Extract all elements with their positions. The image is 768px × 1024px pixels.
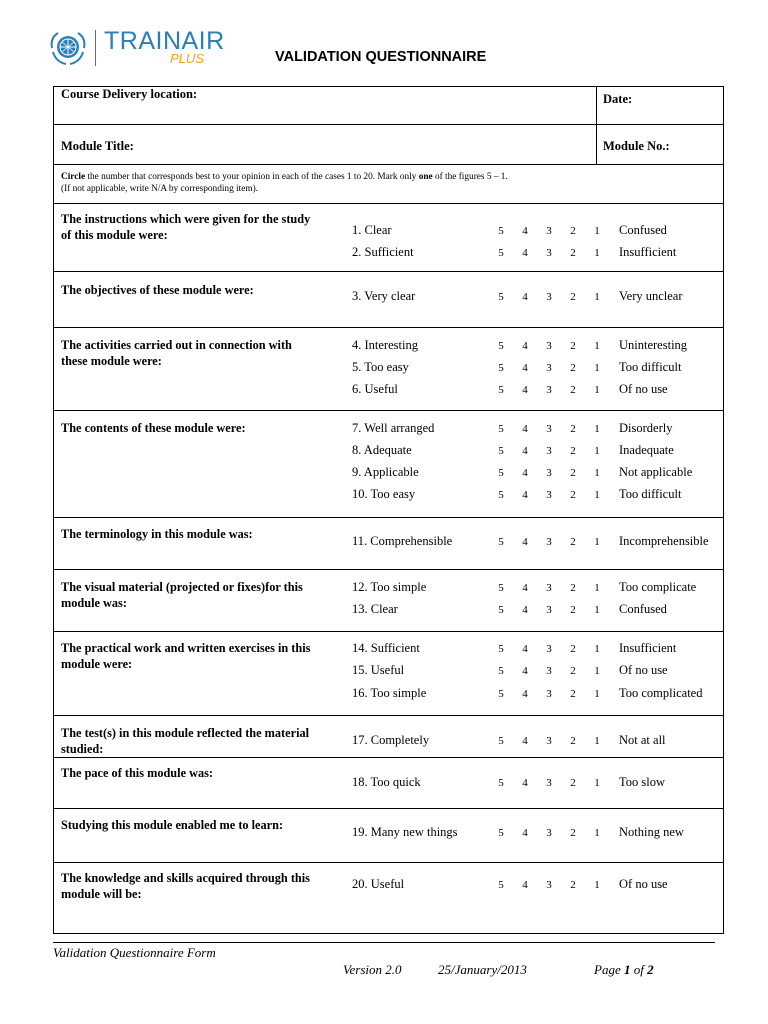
rating-option[interactable]: 2 — [570, 423, 576, 435]
rating-option[interactable]: 1 — [594, 604, 600, 616]
footer-version: Version 2.0 — [343, 962, 402, 977]
item-label: 17. Completely — [352, 733, 430, 747]
rating-option[interactable]: 5 — [498, 291, 504, 303]
rating-scale — [496, 383, 602, 397]
rating-option[interactable]: 2 — [570, 777, 576, 789]
rating-option[interactable]: 5 — [498, 445, 504, 457]
item-label: 18. Too quick — [352, 775, 421, 789]
module-number-label: Module No.: — [603, 139, 670, 153]
question-divider — [53, 631, 724, 632]
item-label: 6. Useful — [352, 382, 398, 396]
rating-option[interactable]: 3 — [546, 665, 552, 677]
row-divider — [53, 124, 724, 125]
rating-option[interactable]: 1 — [594, 489, 600, 501]
rating-option[interactable]: 1 — [594, 777, 600, 789]
question-divider — [53, 410, 724, 411]
item-antonym: Incomprehensible — [619, 534, 709, 548]
rating-scale — [496, 422, 602, 436]
rating-option[interactable]: 1 — [594, 643, 600, 655]
item-label: 5. Too easy — [352, 360, 409, 374]
rating-option[interactable]: 1 — [594, 735, 600, 747]
rating-option[interactable]: 3 — [546, 777, 552, 789]
rating-scale — [496, 290, 602, 304]
rating-option[interactable]: 3 — [546, 225, 552, 237]
icao-emblem-icon — [48, 28, 88, 68]
rating-option[interactable]: 3 — [546, 247, 552, 259]
question-text: The objectives of these module were: — [61, 283, 254, 297]
instructions-circle: Circle — [61, 172, 86, 182]
question-text: The instructions which were given for the study of this module were: — [61, 212, 311, 242]
item-antonym: Not at all — [619, 733, 666, 747]
item-label: 19. Many new things — [352, 825, 458, 839]
rating-option[interactable]: 2 — [570, 604, 576, 616]
rating-scale — [496, 535, 602, 549]
rating-option[interactable]: 3 — [546, 879, 552, 891]
rating-option[interactable]: 5 — [498, 247, 504, 259]
rating-option[interactable]: 4 — [522, 643, 528, 655]
item-antonym: Too slow — [619, 775, 666, 789]
rating-option[interactable]: 1 — [594, 247, 600, 259]
rating-option[interactable]: 1 — [594, 688, 600, 700]
rating-option[interactable]: 3 — [546, 582, 552, 594]
rating-option[interactable]: 5 — [498, 879, 504, 891]
rating-option[interactable]: 4 — [522, 665, 528, 677]
rating-option[interactable]: 4 — [522, 225, 528, 237]
question-text: The knowledge and skills acquired through this module will be: — [61, 871, 310, 901]
question-text: The pace of this module was: — [61, 766, 214, 780]
item-antonym: Too complicated — [619, 686, 703, 700]
rating-option[interactable]: 1 — [594, 467, 600, 479]
rating-scale — [496, 664, 602, 678]
rating-option[interactable]: 5 — [498, 827, 504, 839]
item-antonym: Of no use — [619, 663, 668, 677]
rating-option[interactable]: 4 — [522, 536, 528, 548]
row-divider — [53, 164, 724, 165]
instructions-line2: (If not applicable, write N/A by corresponding item). — [61, 184, 258, 194]
footer-date: 25/January/2013 — [438, 962, 527, 977]
rating-scale — [496, 826, 602, 840]
rating-option[interactable]: 2 — [570, 291, 576, 303]
brand-separator — [95, 30, 96, 66]
question-divider — [53, 271, 724, 272]
item-label: 1. Clear — [352, 223, 392, 237]
rating-option[interactable]: 4 — [522, 423, 528, 435]
rating-option[interactable]: 1 — [594, 536, 600, 548]
item-antonym: Not applicable — [619, 465, 693, 479]
item-label: 20. Useful — [352, 877, 405, 891]
rating-option[interactable]: 1 — [594, 879, 600, 891]
item-antonym: Disorderly — [619, 421, 673, 435]
question-divider — [53, 808, 724, 809]
footer-page-of: of — [630, 962, 648, 977]
rating-option[interactable]: 4 — [522, 340, 528, 352]
rating-option[interactable]: 3 — [546, 489, 552, 501]
rating-option[interactable]: 3 — [546, 604, 552, 616]
rating-option[interactable]: 3 — [546, 340, 552, 352]
rating-scale — [496, 642, 602, 656]
rating-scale — [496, 444, 602, 458]
rating-option[interactable]: 2 — [570, 489, 576, 501]
item-label: 13. Clear — [352, 602, 398, 616]
question-text: Studying this module enabled me to learn: — [61, 818, 284, 832]
rating-option[interactable]: 3 — [546, 384, 552, 396]
rating-option[interactable]: 4 — [522, 777, 528, 789]
rating-scale — [496, 361, 602, 375]
rating-option[interactable]: 1 — [594, 582, 600, 594]
rating-option[interactable]: 2 — [570, 643, 576, 655]
rating-option[interactable]: 5 — [498, 467, 504, 479]
rating-option[interactable]: 5 — [498, 384, 504, 396]
question-divider — [53, 327, 724, 328]
item-antonym: Too complicate — [619, 580, 697, 594]
rating-option[interactable]: 5 — [498, 489, 504, 501]
question-text: The contents of these module were: — [61, 421, 246, 435]
item-antonym: Uninteresting — [619, 338, 688, 352]
rating-option[interactable]: 1 — [594, 291, 600, 303]
rating-option[interactable]: 2 — [570, 879, 576, 891]
rating-option[interactable]: 4 — [522, 582, 528, 594]
instructions-text — [61, 171, 701, 195]
page-title: VALIDATION QUESTIONNAIRE — [275, 49, 487, 65]
instructions-part1: the number that corresponds best to your opinion in each of the cases 1 to 20. Mark only — [85, 172, 419, 182]
footer-page-number: 1 — [623, 962, 631, 977]
rating-option[interactable]: 3 — [546, 445, 552, 457]
rating-option[interactable]: 4 — [522, 362, 528, 374]
rating-option[interactable]: 4 — [522, 879, 528, 891]
item-label: 3. Very clear — [352, 289, 416, 303]
rating-scale — [496, 878, 602, 892]
rating-option[interactable]: 3 — [546, 643, 552, 655]
rating-option[interactable]: 2 — [570, 536, 576, 548]
rating-option[interactable]: 3 — [546, 423, 552, 435]
question-divider — [53, 569, 724, 570]
footer-page-prefix: Page — [594, 962, 624, 977]
rating-option[interactable]: 4 — [522, 735, 528, 747]
item-label: 7. Well arranged — [352, 421, 435, 435]
rating-scale — [496, 581, 602, 595]
rating-option[interactable]: 3 — [546, 735, 552, 747]
question-text: The practical work and written exercises in this module were: — [61, 641, 311, 671]
question-text: The visual material (projected or fixes)for this module was: — [61, 580, 303, 610]
item-label: 4. Interesting — [352, 338, 418, 352]
item-antonym: Insufficient — [619, 641, 677, 655]
question-divider — [53, 862, 724, 863]
instructions-part2: of the figures 5 – 1. — [432, 172, 508, 182]
rating-option[interactable]: 5 — [498, 665, 504, 677]
rating-option[interactable]: 2 — [570, 582, 576, 594]
item-label: 10. Too easy — [352, 487, 416, 501]
item-antonym: Nothing new — [619, 825, 684, 839]
rating-option[interactable]: 2 — [570, 362, 576, 374]
rating-option[interactable]: 2 — [570, 340, 576, 352]
module-title-label: Module Title: — [61, 139, 134, 153]
rating-option[interactable]: 1 — [594, 827, 600, 839]
rating-option[interactable]: 5 — [498, 688, 504, 700]
rating-scale — [496, 488, 602, 502]
rating-option[interactable]: 5 — [498, 643, 504, 655]
rating-option[interactable]: 5 — [498, 536, 504, 548]
rating-option[interactable]: 2 — [570, 467, 576, 479]
item-antonym: Of no use — [619, 877, 668, 891]
footer-page — [594, 962, 654, 978]
rating-scale — [496, 224, 602, 238]
rating-option[interactable]: 3 — [546, 536, 552, 548]
date-label: Date: — [603, 92, 633, 106]
item-label: 15. Useful — [352, 663, 405, 677]
rating-scale — [496, 687, 602, 701]
item-antonym: Very unclear — [619, 289, 683, 303]
footer-page-total: 2 — [647, 962, 654, 977]
rating-scale — [496, 603, 602, 617]
item-label: 12. Too simple — [352, 580, 427, 594]
item-antonym: Confused — [619, 223, 667, 237]
item-antonym: Inadequate — [619, 443, 674, 457]
item-label: 8. Adequate — [352, 443, 412, 457]
item-antonym: Confused — [619, 602, 667, 616]
row-divider — [53, 203, 724, 204]
rating-option[interactable]: 4 — [522, 604, 528, 616]
question-divider — [53, 757, 724, 758]
rating-option[interactable]: 4 — [522, 827, 528, 839]
rating-option[interactable]: 2 — [570, 247, 576, 259]
item-label: 2. Sufficient — [352, 245, 414, 259]
course-location-label: Course Delivery location: — [61, 87, 198, 101]
rating-option[interactable]: 1 — [594, 384, 600, 396]
rating-option[interactable]: 4 — [522, 688, 528, 700]
rating-option[interactable]: 5 — [498, 735, 504, 747]
rating-option[interactable]: 1 — [594, 362, 600, 374]
question-text: The test(s) in this module reflected the material studied: — [61, 726, 310, 756]
item-label: 14. Sufficient — [352, 641, 420, 655]
rating-option[interactable]: 4 — [522, 467, 528, 479]
rating-option[interactable]: 2 — [570, 688, 576, 700]
item-antonym: Of no use — [619, 382, 668, 396]
item-label: 16. Too simple — [352, 686, 427, 700]
rating-option[interactable]: 2 — [570, 384, 576, 396]
item-antonym: Too difficult — [619, 360, 682, 374]
rating-option[interactable]: 3 — [546, 467, 552, 479]
rating-option[interactable]: 2 — [570, 665, 576, 677]
rating-option[interactable]: 2 — [570, 735, 576, 747]
rating-option[interactable]: 5 — [498, 582, 504, 594]
question-divider — [53, 715, 724, 716]
rating-option[interactable]: 5 — [498, 423, 504, 435]
rating-option[interactable]: 4 — [522, 247, 528, 259]
brand-name: TRAINAIR — [104, 27, 225, 55]
header-divider — [596, 86, 597, 164]
rating-option[interactable]: 5 — [498, 777, 504, 789]
rating-option[interactable]: 4 — [522, 489, 528, 501]
rating-option[interactable]: 5 — [498, 604, 504, 616]
rating-option[interactable]: 1 — [594, 225, 600, 237]
item-label: 11. Comprehensible — [352, 534, 453, 548]
rating-option[interactable]: 3 — [546, 362, 552, 374]
rating-option[interactable]: 4 — [522, 384, 528, 396]
rating-option[interactable]: 3 — [546, 291, 552, 303]
rating-option[interactable]: 5 — [498, 362, 504, 374]
rating-option[interactable]: 4 — [522, 291, 528, 303]
question-text: The activities carried out in connection with these module were: — [61, 338, 292, 368]
rating-scale — [496, 776, 602, 790]
item-antonym: Too difficult — [619, 487, 682, 501]
brand-subtitle: PLUS — [170, 51, 204, 66]
item-label: 9. Applicable — [352, 465, 419, 479]
rating-option[interactable]: 1 — [594, 423, 600, 435]
footer-rule — [53, 942, 715, 943]
rating-option[interactable]: 5 — [498, 225, 504, 237]
rating-scale — [496, 466, 602, 480]
rating-scale — [496, 246, 602, 260]
rating-option[interactable]: 3 — [546, 688, 552, 700]
rating-option[interactable]: 2 — [570, 827, 576, 839]
rating-option[interactable]: 1 — [594, 445, 600, 457]
rating-option[interactable]: 5 — [498, 340, 504, 352]
instructions-one: one — [418, 172, 433, 182]
rating-option[interactable]: 2 — [570, 225, 576, 237]
question-divider — [53, 517, 724, 518]
rating-option[interactable]: 2 — [570, 445, 576, 457]
rating-option[interactable]: 4 — [522, 445, 528, 457]
item-antonym: Insufficient — [619, 245, 677, 259]
rating-scale — [496, 339, 602, 353]
rating-option[interactable]: 1 — [594, 665, 600, 677]
rating-option[interactable]: 3 — [546, 827, 552, 839]
question-text: The terminology in this module was: — [61, 527, 253, 541]
rating-option[interactable]: 1 — [594, 340, 600, 352]
rating-scale — [496, 734, 602, 748]
footer-form-name: Validation Questionnaire Form — [53, 945, 216, 960]
